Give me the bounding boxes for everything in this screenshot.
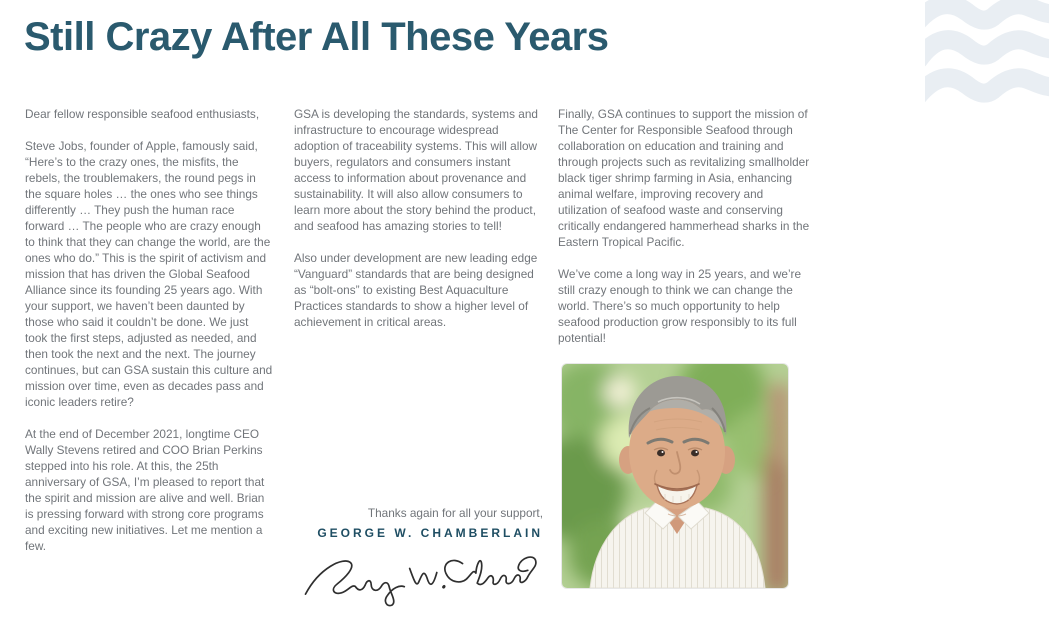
salutation: Dear fellow responsible seafood enthusiasts,: [25, 107, 260, 121]
article-paragraph: GSA is developing the standards, systems and infrastructure to encourage widespread adoption of traceability systems. This will allow buyers, regulators and consumers instant access to information about provenance and sustainability. It will also allow consumers to learn more about the story behind the product, and seafood has amazing stories to tell!: [294, 107, 538, 233]
page-title: Still Crazy After All These Years: [24, 15, 609, 59]
article-column-3: [558, 106, 813, 362]
closing-thanks: Thanks again for all your support,: [367, 506, 543, 520]
wave-decoration: [925, 0, 1049, 120]
handwritten-signature: [300, 548, 546, 608]
closing-block: [294, 506, 543, 540]
article-paragraph: At the end of December 2021, longtime CEO Wally Stevens retired and COO Brian Perkins stepped into his role. At this, the 25th anniversary of GSA, I’m pleased to report that the spirit and mission are alive and well. Brian is pressing forward with strong core programs and exciting new initiatives. Let me mention a few.: [25, 427, 265, 553]
article-paragraph: We’ve come a long way in 25 years, and we’re still crazy enough to think we can change the world. There’s so much opportunity to help seafood production grow responsibly to its full potential!: [558, 267, 802, 345]
wave-pattern-icon: [925, 0, 1049, 120]
portrait-illustration: [562, 364, 788, 588]
article-column-2: [294, 106, 543, 346]
article-paragraph: Finally, GSA continues to support the mission of The Center for Responsible Seafood through collaboration on education and training and through projects such as revitalizing smallholder black tiger shrimp farming in Asia, enhancing animal welfare, improving recovery and utilization of seafood waste and conserving critically endangered hammerhead sharks in the Eastern Tropical Pacific.: [558, 107, 810, 249]
author-name: GEORGE W. CHAMBERLAIN: [317, 526, 543, 540]
portrait-photo-george-chamberlain: [562, 364, 788, 588]
article-paragraph: Steve Jobs, founder of Apple, famously said, “Here’s to the crazy ones, the misfits, the rebels, the troublemakers, the round pegs in the square holes … the ones who see things differently … They push the human race forward … The people who are crazy enough to think that they can change the world, are the ones who do.” This is the spirit of activism and mission that has driven the Global Seafood Alliance since its founding 25 years ago. With your support, we haven’t been daunted by those who said it couldn’t be done. We just took the first steps, adjusted as needed, and then took the next and the next. The journey continues, but can GSA sustain this culture and mission over time, even as decades pass and iconic leaders retire?: [25, 139, 273, 409]
article-paragraph: Also under development are new leading edge “Vanguard” standards that are being designed as “bolt-ons” to existing Best Aquaculture Practices standards to show a higher level of achievement in critical areas.: [294, 251, 538, 329]
article-column-1: [25, 106, 273, 570]
